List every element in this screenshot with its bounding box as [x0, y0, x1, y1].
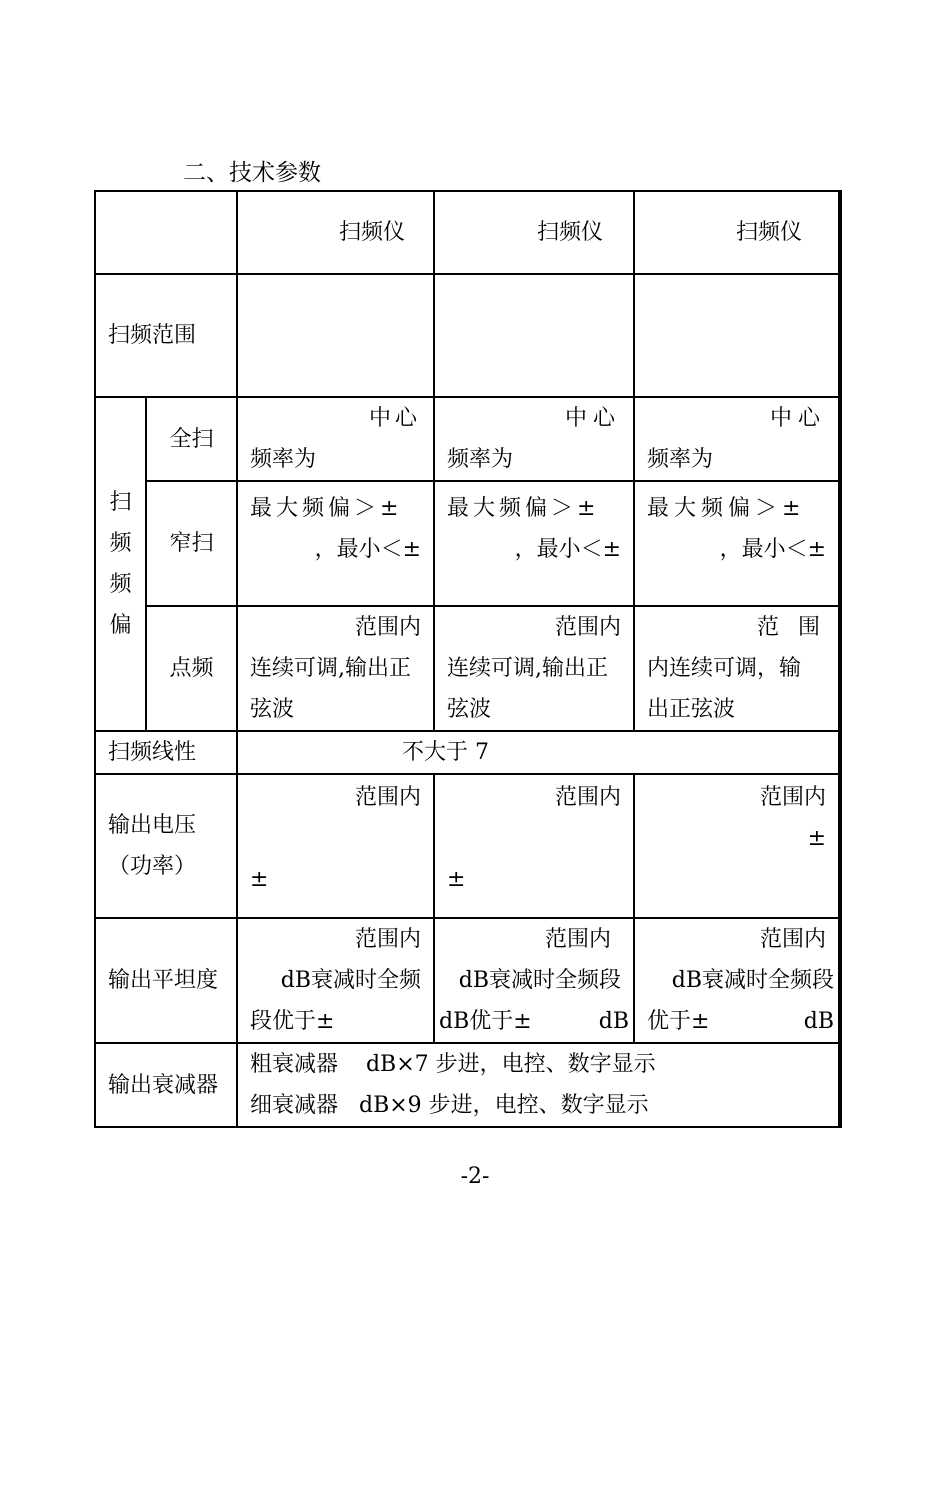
linearity-value: 不大于 7 [237, 731, 840, 774]
attenuator-value: 粗衰减器 dB×7 步进，电控、数字显示 细衰减器 dB×9 步进，电控、数字显示 [237, 1043, 840, 1127]
narrow-sweep-c2: 最大频偏＞± ，最小＜± [434, 481, 634, 606]
row-range [95, 274, 840, 397]
full-sweep-c3: 中心 频率为 [634, 397, 840, 481]
narrow-sweep-c3: 最大频偏＞± ，最小＜± [634, 481, 840, 606]
header-col1: 扫频仪 [237, 191, 434, 274]
range-c2 [434, 274, 634, 397]
range-c1 [237, 274, 434, 397]
deviation-group-label: 扫 频 频 偏 [95, 397, 146, 731]
page-number: -2- [460, 1164, 490, 1189]
flatness-label: 输出平坦度 [95, 918, 237, 1043]
range-label: 扫频范围 [95, 274, 237, 397]
header-row [95, 191, 840, 274]
section-title: 二、技术参数 [183, 160, 321, 186]
narrow-sweep-c1: 最大频偏＞± ，最小＜± [237, 481, 434, 606]
flatness-c1: 范围内 dB衰减时全频 段优于± [237, 918, 434, 1043]
point-freq-c3: 范 围 内连续可调，输 出正弦波 [634, 606, 840, 731]
full-sweep-c1: 中心 频率为 [237, 397, 434, 481]
narrow-sweep-label: 窄扫 [146, 481, 237, 606]
voltage-label: 输出电压 （功率） [95, 774, 237, 918]
row-linearity [95, 731, 840, 774]
header-col2: 扫频仪 [434, 191, 634, 274]
spec-table [94, 190, 842, 1128]
point-freq-label: 点频 [146, 606, 237, 731]
header-col3: 扫频仪 [634, 191, 840, 274]
full-sweep-label: 全扫 [146, 397, 237, 481]
linearity-label: 扫频线性 [95, 731, 237, 774]
row-narrow-sweep [95, 481, 840, 606]
attenuator-label: 输出衰减器 [95, 1043, 237, 1127]
range-c3 [634, 274, 840, 397]
row-full-sweep [95, 397, 840, 481]
flatness-c3: 范围内 dB衰减时全频段 优于± dB [634, 918, 840, 1043]
full-sweep-c2: 中心 频率为 [434, 397, 634, 481]
point-freq-c2: 范围内 连续可调,输出正 弦波 [434, 606, 634, 731]
point-freq-c1: 范围内 连续可调,输出正 弦波 [237, 606, 434, 731]
voltage-c2: 范围内 ± [434, 774, 634, 918]
row-point-freq [95, 606, 840, 731]
row-voltage [95, 774, 840, 918]
header-blank-cell [95, 191, 237, 274]
flatness-c2: 范围内 dB衰减时全频段 dB优于± dB [434, 918, 634, 1043]
voltage-c3: 范围内 ± [634, 774, 840, 918]
voltage-c1: 范围内 ± [237, 774, 434, 918]
row-flatness [95, 918, 840, 1043]
row-attenuator [95, 1043, 840, 1127]
